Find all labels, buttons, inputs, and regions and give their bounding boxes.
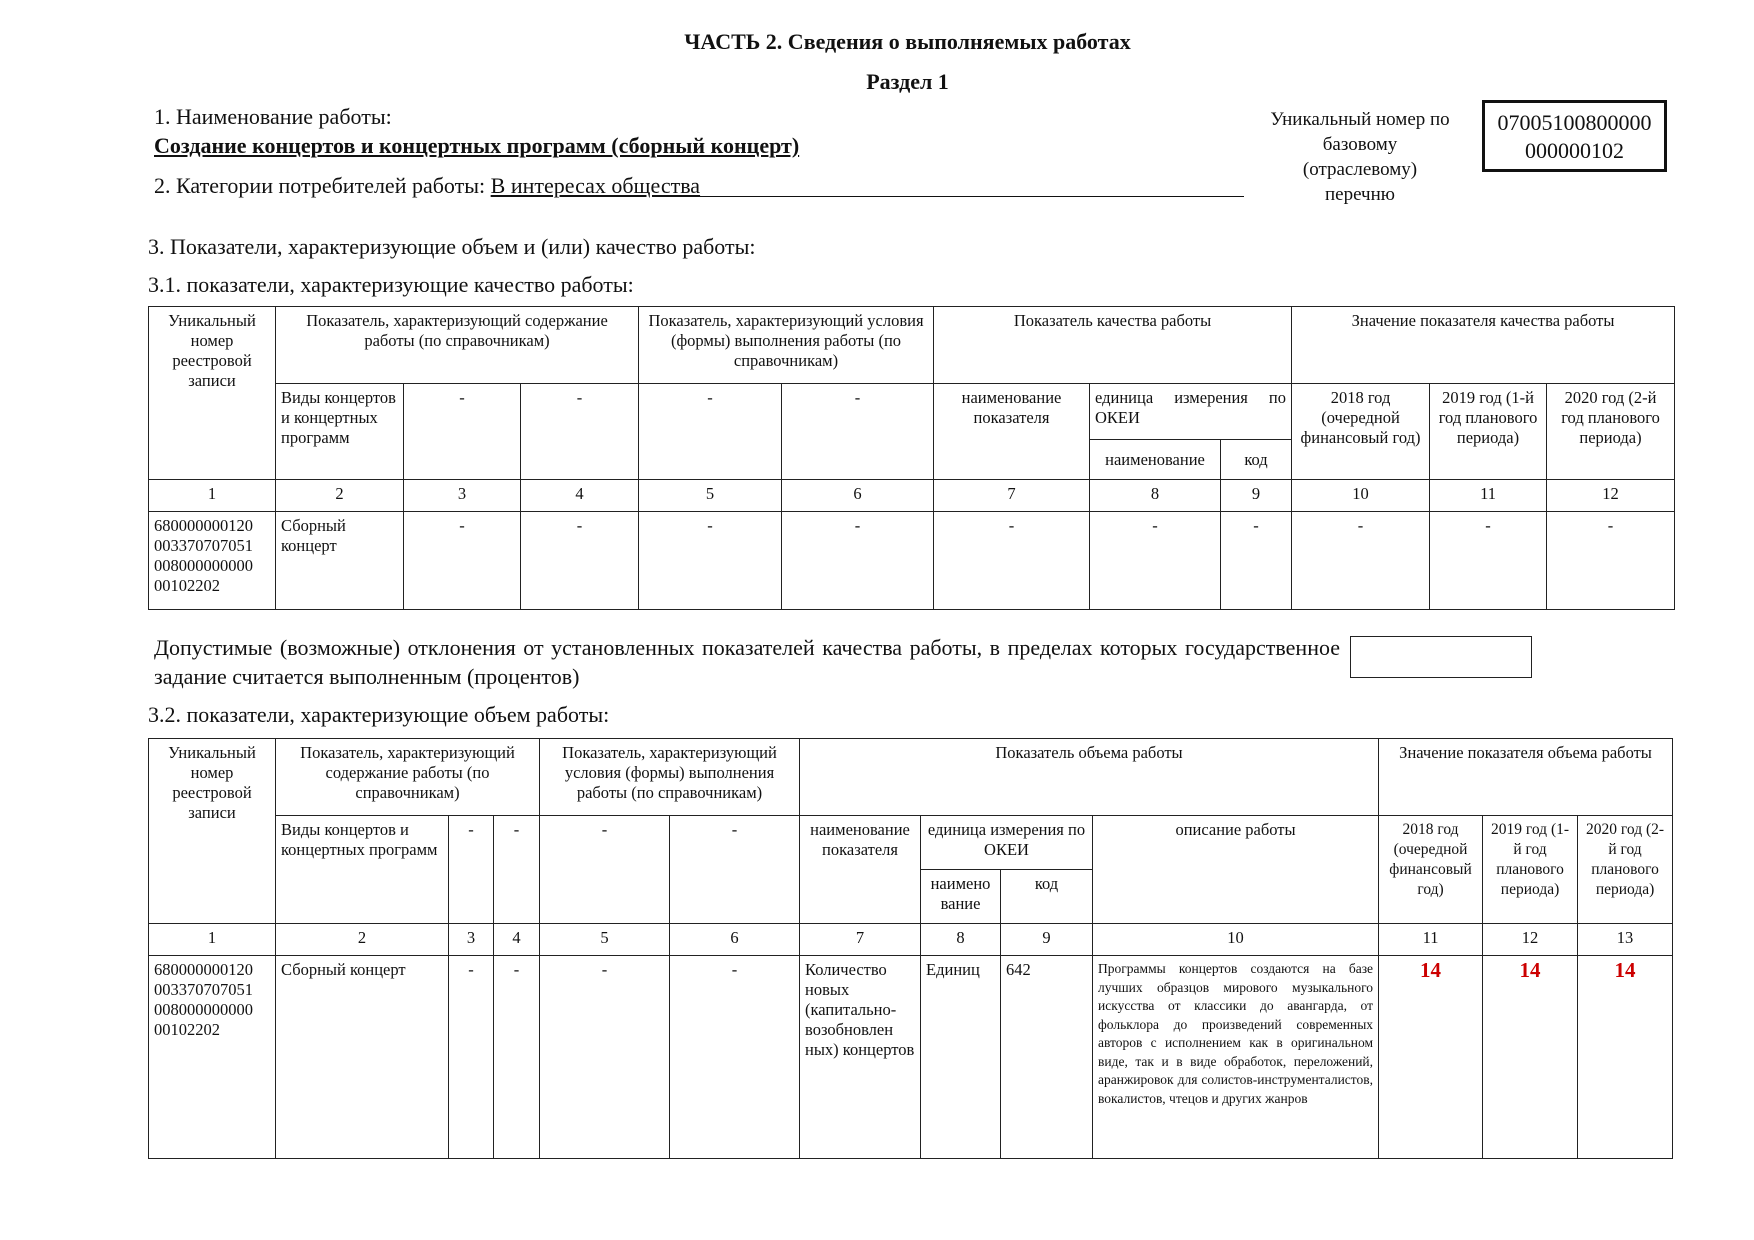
- v-h-unit-name: наимено вание: [921, 870, 1001, 924]
- v-data-row: [149, 956, 1673, 1159]
- quality-heading: 3.1. показатели, характеризующие качество работы:: [148, 272, 634, 297]
- q-col-number: 12: [1547, 480, 1675, 512]
- q-dash-cell: -: [1430, 512, 1547, 610]
- registry-line: 003370707051: [154, 536, 253, 555]
- v-dash-cell: -: [494, 956, 540, 1159]
- q-h-dash: -: [404, 384, 521, 480]
- v-col-number: 11: [1379, 924, 1483, 956]
- q-col-number: 8: [1090, 480, 1221, 512]
- unique-number-label-line: (отраслевому): [1302, 159, 1418, 180]
- registry-line: 680000000120: [154, 516, 253, 535]
- v-h-y2019: 2019 год (1-й год планового периода): [1483, 816, 1578, 924]
- v-col-number: 7: [800, 924, 921, 956]
- v-value-2020: 14: [1578, 956, 1673, 1159]
- q-col-number: 6: [782, 480, 934, 512]
- consumers-underline: [694, 196, 1244, 197]
- q-dash-cell: -: [521, 512, 639, 610]
- v-col-number: 6: [670, 924, 800, 956]
- part-title: ЧАСТЬ 2. Сведения о выполняемых работах: [684, 29, 1131, 54]
- q-dash-cell: -: [782, 512, 934, 610]
- q-h-ind-name: наименование показателя: [934, 384, 1090, 480]
- q-dash-cell: -: [404, 512, 521, 610]
- q-col-number: 3: [404, 480, 521, 512]
- registry-line: 008000000000: [154, 1000, 253, 1019]
- unique-number-label-line: перечню: [1325, 184, 1395, 205]
- unique-number-line: 07005100800000: [1497, 110, 1652, 135]
- volume-table: [148, 738, 1673, 1159]
- q-dash-cell: -: [934, 512, 1090, 610]
- v-h-value: Значение показателя объема работы: [1379, 739, 1673, 816]
- v-h-dash: -: [670, 816, 800, 924]
- consumers-row: [154, 173, 700, 199]
- q-h-dash: -: [782, 384, 934, 480]
- q-h-content: Показатель, характеризующий содержание работы (по справочникам): [276, 307, 639, 384]
- consumers-value: В интересах общества: [490, 173, 701, 198]
- v-h-dash: -: [540, 816, 670, 924]
- q-type-cell: Сборный концерт: [276, 512, 404, 610]
- q-col-number: 11: [1430, 480, 1547, 512]
- q-h-indicator: Показатель качества работы: [934, 307, 1292, 384]
- registry-line: 008000000000: [154, 556, 253, 575]
- q-dash-cell: -: [1221, 512, 1292, 610]
- q-dash-cell: -: [1090, 512, 1221, 610]
- v-registry-cell: [149, 956, 276, 1159]
- q-dash-cell: -: [639, 512, 782, 610]
- unique-number-label-line: Уникальный номер по: [1270, 109, 1450, 130]
- q-dash-cell: -: [1292, 512, 1430, 610]
- q-h-y2019: 2019 год (1-й год планового периода): [1430, 384, 1547, 480]
- q-registry-cell: [149, 512, 276, 610]
- unique-number-label-line: базовому: [1322, 134, 1398, 155]
- v-indicator-name-cell: Количество новых (капитально-возобновлен ных) концертов: [800, 956, 921, 1159]
- registry-line: 680000000120: [154, 960, 253, 979]
- v-type-cell: Сборный концерт: [276, 956, 449, 1159]
- v-h-unit-code: код: [1001, 870, 1093, 924]
- v-h-desc: описание работы: [1093, 816, 1379, 924]
- v-col-number: 13: [1578, 924, 1673, 956]
- q-h-types: Виды концертов и концертных программ: [276, 384, 404, 480]
- registry-line: 00102202: [154, 576, 220, 595]
- q-h-y2018: 2018 год (очередной финансовый год): [1292, 384, 1430, 480]
- q-dash-cell: -: [1547, 512, 1675, 610]
- volume-heading: 3.2. показатели, характеризующие объем работы:: [148, 702, 610, 727]
- v-unit-name-cell: Единиц: [921, 956, 1001, 1159]
- q-col-number: 7: [934, 480, 1090, 512]
- q-col-number: 10: [1292, 480, 1430, 512]
- unique-number-label: [1255, 107, 1465, 207]
- q-h-unit: единица измерения по ОКЕИ: [1090, 384, 1292, 440]
- v-dash-cell: -: [540, 956, 670, 1159]
- consumers-label: 2. Категории потребителей работы:: [154, 173, 486, 198]
- v-col-number: 5: [540, 924, 670, 956]
- unique-number-line: 000000102: [1525, 138, 1624, 163]
- v-col-number: 8: [921, 924, 1001, 956]
- unique-number-box: [1482, 100, 1667, 172]
- section-title: Раздел 1: [866, 69, 949, 94]
- v-description-cell: Программы концертов создаются на базе лучших образцов мирового музыкального искусства от классики до авангарда, от фольклора до произведений современных авторов с исполнением как в оригинальном виде, так и в виде обработок, переложений, аранжировок для солистов-инструменталистов, вокалистов, чтецов и других жанров: [1093, 956, 1379, 1159]
- v-h-conditions: Показатель, характеризующий условия (формы) выполнения работы (по справочникам): [540, 739, 800, 816]
- v-h-content: Показатель, характеризующий содержание работы (по справочникам): [276, 739, 540, 816]
- registry-line: 00102202: [154, 1020, 220, 1039]
- v-dash-cell: -: [449, 956, 494, 1159]
- q-col-number: 1: [149, 480, 276, 512]
- v-h-indicator: Показатель объема работы: [800, 739, 1379, 816]
- q-h-conditions: Показатель, характеризующий условия (формы) выполнения работы (по справочникам): [639, 307, 934, 384]
- v-col-number: 1: [149, 924, 276, 956]
- v-dash-cell: -: [670, 956, 800, 1159]
- q-h-registry: Уникальный номер реестровой записи: [149, 307, 276, 480]
- deviation-text: Допустимые (возможные) отклонения от установленных показателей качества работы, в пределах которых государственное задание считается выполненным (процентов): [154, 635, 1340, 689]
- q-col-number: 2: [276, 480, 404, 512]
- v-h-dash: -: [494, 816, 540, 924]
- v-h-registry: Уникальный номер реестровой записи: [149, 739, 276, 924]
- q-col-numbers: [149, 480, 1675, 512]
- v-h-unit: единица измерения по ОКЕИ: [921, 816, 1093, 870]
- q-col-number: 9: [1221, 480, 1292, 512]
- v-h-types: Виды концертов и концертных программ: [276, 816, 449, 924]
- q-h-value: Значение показателя качества работы: [1292, 307, 1675, 384]
- v-value-2018: 14: [1379, 956, 1483, 1159]
- v-col-number: 4: [494, 924, 540, 956]
- v-h-ind-name: наименование показателя: [800, 816, 921, 924]
- work-name-label: 1. Наименование работы:: [154, 104, 392, 129]
- q-h-unit-code: код: [1221, 440, 1292, 480]
- v-col-number: 10: [1093, 924, 1379, 956]
- indicators-heading: 3. Показатели, характеризующие объем и (или) качество работы:: [148, 234, 756, 259]
- v-col-number: 9: [1001, 924, 1093, 956]
- q-col-number: 5: [639, 480, 782, 512]
- v-unit-code-cell: 642: [1001, 956, 1093, 1159]
- v-col-numbers: [149, 924, 1673, 956]
- q-data-row: [149, 512, 1675, 610]
- registry-line: 003370707051: [154, 980, 253, 999]
- v-value-2019: 14: [1483, 956, 1578, 1159]
- work-name-value: Создание концертов и концертных программ (сборный концерт): [154, 133, 800, 158]
- q-h-dash: -: [639, 384, 782, 480]
- v-col-number: 12: [1483, 924, 1578, 956]
- v-h-y2020: 2020 год (2-й год планового периода): [1578, 816, 1673, 924]
- deviation-value-field[interactable]: [1350, 636, 1532, 678]
- q-col-number: 4: [521, 480, 639, 512]
- v-h-y2018: 2018 год (очередной финансовый год): [1379, 816, 1483, 924]
- v-col-number: 2: [276, 924, 449, 956]
- q-h-dash: -: [521, 384, 639, 480]
- q-h-unit-name: наименование: [1090, 440, 1221, 480]
- v-col-number: 3: [449, 924, 494, 956]
- q-h-y2020: 2020 год (2-й год планового периода): [1547, 384, 1675, 480]
- v-h-dash: -: [449, 816, 494, 924]
- quality-table: [148, 306, 1675, 610]
